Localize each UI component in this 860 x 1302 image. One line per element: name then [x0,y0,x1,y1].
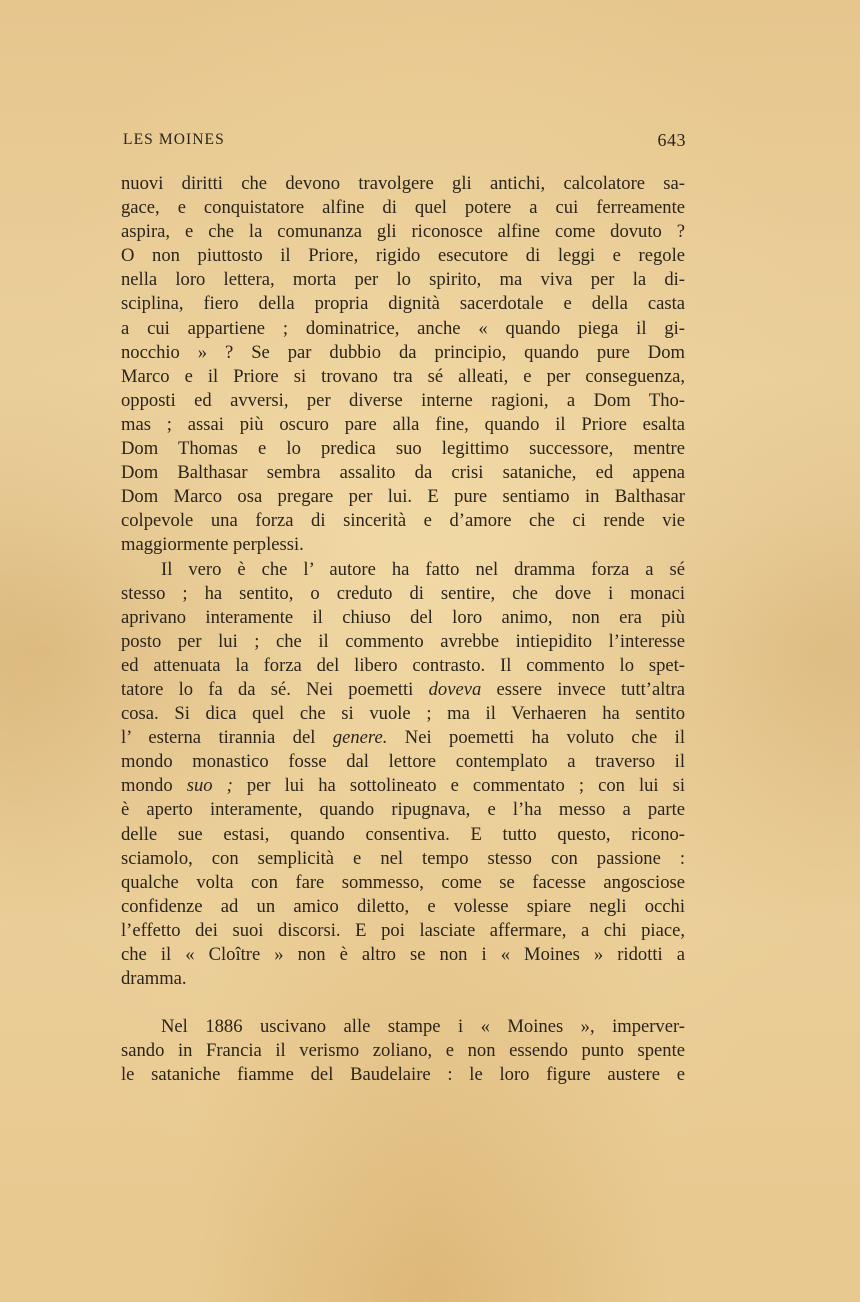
text-line: che il « Cloître » non è altro se non i « Moines » ridotti a [121,944,685,965]
text-line: ed attenuata la forza del libero contrasto. Il commento lo spet- [121,654,685,676]
text-line: Il vero è che l’ autore ha fatto nel dramma forza a sé [161,558,685,580]
text-line: Dom Thomas e lo predica suo legittimo successore, mentre [121,438,685,460]
body-text [121,172,685,1087]
text-line: sando in Francia il verismo zoliano, e non essendo punto spente [121,1040,685,1062]
text-line: stesso ; ha sentito, o creduto di sentire, che dove i monaci [121,582,685,604]
text-line: aprivano interamente il chiuso del loro animo, non era più [121,606,685,628]
text-line: posto per lui ; che il commento avrebbe intiepidito l’interesse [121,630,685,652]
text-line: Dom Balthasar sembra assalito da crisi sataniche, ed appena [121,462,685,484]
text-line: nuovi diritti che devono travolgere gli antichi, calcolatore sa- [121,173,685,194]
text-line: sciplina, fiero della propria dignità sacerdotale e della casta [121,293,685,315]
italic-word: doveva [428,678,482,700]
text-line: delle sue estasi, quando consentiva. E tutto questo, ricono- [121,823,685,845]
text-line: sciamolo, con semplicità e nel tempo stesso con passione : [121,847,685,869]
italic-word: genere. [332,727,388,749]
paragraph [121,558,685,992]
text-line: colpevole una forza di sincerità e d’amore che ci rende vie [121,510,685,532]
text-line: cosa. Si dica quel che si vuole ; ma il Verhaeren ha sentito [121,703,685,725]
text-line: le sataniche fiamme del Baudelaire : le loro figure austere e [121,1064,685,1086]
text-segment: mondo [121,775,173,797]
text-segment: tatore lo fa da sé. Nei poemetti [121,678,414,700]
text-line: maggiormente perplessi. [121,534,304,556]
text-line: Marco e il Priore si trovano tra sé alleati, e per conseguenza, [121,365,685,387]
text-line [121,774,685,798]
paragraph-gap [121,991,685,1015]
text-line: mondo monastico fosse dal lettore contemplato a traverso il [121,751,685,773]
text-line: Nel 1886 uscivano alle stampe i « Moines », imperver- [161,1016,685,1038]
text-segment: per lui ha sottolineato e commentato ; con lui si [246,775,686,797]
text-segment: essere invece tutt’altra [496,678,686,700]
text-segment: l’ esterna tirannia del [121,727,316,749]
page-number: 643 [657,130,686,150]
text-line: Dom Marco osa pregare per lui. E pure sentiamo in Balthasar [121,486,685,508]
text-line: opposti ed avversi, per diverse interne ragioni, a Dom Tho- [121,389,685,411]
text-line: mas ; assai più oscuro pare alla fine, quando il Priore esalta [121,413,685,435]
text-line [121,678,685,702]
text-segment: Nei poemetti ha voluto che il [404,727,685,749]
paragraph [121,1015,685,1087]
text-line: dramma. [121,968,187,990]
paragraph [121,172,685,558]
text-line [121,726,685,750]
text-line: è aperto interamente, quando ripugnava, e l’ha messo a parte [121,799,685,821]
text-line: aspira, e che la comunanza gli riconosce alfine come dovuto ? [121,221,685,243]
running-head [123,131,686,155]
text-line: nella loro lettera, morta per lo spirito, ma viva per la di- [121,269,685,291]
text-line: nocchio » ? Se par dubbio da principio, quando pure Dom [121,341,685,363]
text-line: O non piuttosto il Priore, rigido esecutore di leggi e regole [121,245,685,267]
text-line: confidenze ad un amico diletto, e volesse spiare negli occhi [121,895,685,917]
running-title: LES MOINES [123,131,225,148]
text-line: gace, e conquistatore alfine di quel potere a cui ferreamente [121,197,685,219]
text-line: l’effetto dei suoi discorsi. E poi lasciate affermare, a chi piace, [121,919,685,941]
italic-word: suo ; [186,775,233,797]
text-line: a cui appartiene ; dominatrice, anche « quando piega il gi- [121,317,685,339]
text-line: qualche volta con fare sommesso, come se facesse angosciose [121,871,685,893]
